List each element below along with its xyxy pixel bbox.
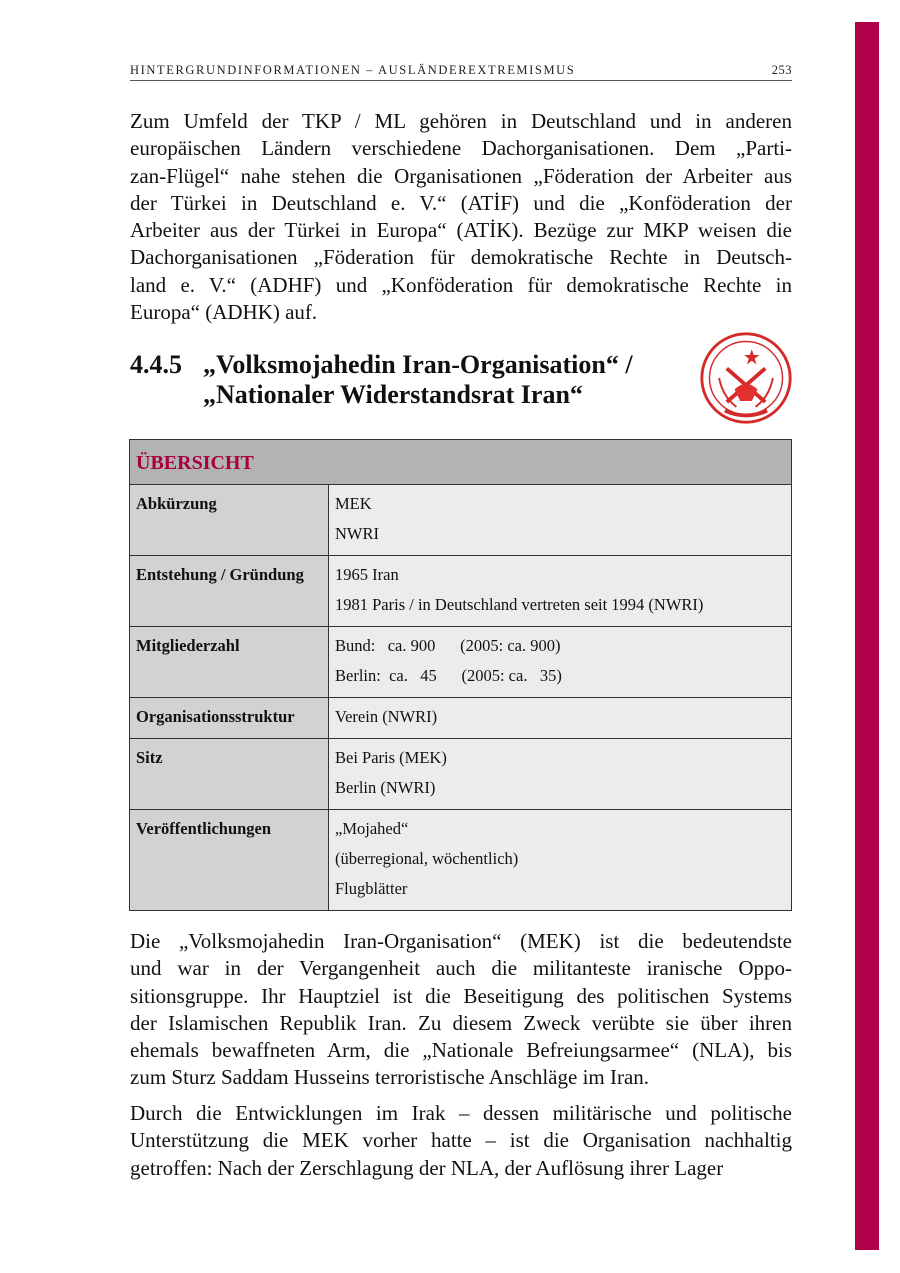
text-line: Durch die Entwicklungen im Irak – dessen militärische und politische [130,1101,792,1125]
text-line: der Islamischen Republik Iran. Zu diesem Zweck verübte sie über ihren [130,1010,792,1035]
overview-header: ÜBERSICHT [130,440,792,485]
text-line: zum Sturz Saddam Husseins terroristische Anschläge im Iran. [130,1065,650,1090]
row-value: NWRI [335,524,379,543]
table-row [130,627,792,698]
row-label: Mitgliederzahl [130,627,329,698]
text-line: Zum Umfeld der TKP / ML gehören in Deutschland und in anderen [130,109,792,133]
row-values [329,556,792,627]
text-line: zan-Flügel“ nahe stehen die Organisationen „Föderation der Arbeiter aus [130,163,792,188]
running-header-title: HINTERGRUNDINFORMATIONEN – AUSLÄNDEREXTREMISMUS [130,63,576,77]
text-line: und war in der Vergangenheit auch die militanteste iranische Oppo- [130,956,792,981]
text-line: sitionsgruppe. Ihr Hauptziel ist die Beseitigung des politischen Systems [130,983,792,1008]
section-title-line1: „Volksmojahedin Iran-Organisation“ / [203,350,633,379]
text-line: land e. V.“ (ADHF) und „Konföderation für demokratische Rechte in [130,272,792,297]
table-row [130,739,792,810]
row-value: Verein (NWRI) [335,707,438,726]
text-line: Dachorganisationen „Föderation für demokratische Rechte in Deutsch- [130,245,792,270]
row-value: Berlin: ca. 45 (2005: ca. 35) [335,666,562,685]
paragraph-mek-description [130,928,792,1092]
row-values [329,627,792,698]
row-label: Veröffentlichungen [130,810,329,911]
section-title-line2: „Nationaler Widerstandsrat Iran“ [203,380,583,409]
row-value: 1981 Paris / in Deutschland vertreten seit 1994 (NWRI) [335,595,704,614]
row-value: Berlin (NWRI) [335,778,436,797]
row-value: 1965 Iran [335,565,399,584]
row-values [329,485,792,556]
row-value: „Mojahed“ [335,819,409,838]
row-label: Organisationsstruktur [130,698,329,739]
text-line: Europa“ (ADHK) auf. [130,300,318,325]
section-number: 4.4.5 [130,350,182,379]
text-line: ehemals bewaffneten Arm, die „Nationale Befreiungsarmee“ (NLA), bis [130,1038,792,1063]
row-label: Sitz [130,739,329,810]
organisation-emblem-logo [698,330,794,426]
row-label: Abkürzung [130,485,329,556]
paragraph-iraq-developments [130,1100,792,1182]
running-header [130,63,792,81]
text-line: europäischen Ländern verschiedene Dachorganisationen. Dem „Parti- [130,136,792,161]
row-values [329,698,792,739]
row-value: Bund: ca. 900 (2005: ca. 900) [335,636,561,655]
chapter-color-tab [855,22,879,1250]
page-number: 253 [771,63,792,77]
row-values [329,810,792,911]
overview-table [129,439,792,911]
paragraph-umfeld [130,108,792,326]
text-line: der Türkei in Deutschland e. V.“ (ATİF) und die „Konföderation der [130,190,792,215]
text-line: Arbeiter aus der Türkei in Europa“ (ATİK). Bezüge zur MKP weisen die [130,218,792,243]
row-value: (überregional, wöchentlich) [335,849,519,868]
row-label: Entstehung / Gründung [130,556,329,627]
row-value: Bei Paris (MEK) [335,748,447,767]
row-value: MEK [335,494,372,513]
row-value: Flugblätter [335,879,408,898]
table-row [130,810,792,911]
table-row [130,698,792,739]
table-row [130,485,792,556]
text-line: getroffen: Nach der Zerschlagung der NLA, der Auflösung ihrer Lager [130,1155,724,1180]
table-row [130,556,792,627]
text-line: Die „Volksmojahedin Iran-Organisation“ (MEK) ist die bedeutendste [130,929,792,953]
text-line: Unterstützung die MEK vorher hatte – ist die Organisation nachhaltig [130,1128,792,1153]
row-values [329,739,792,810]
